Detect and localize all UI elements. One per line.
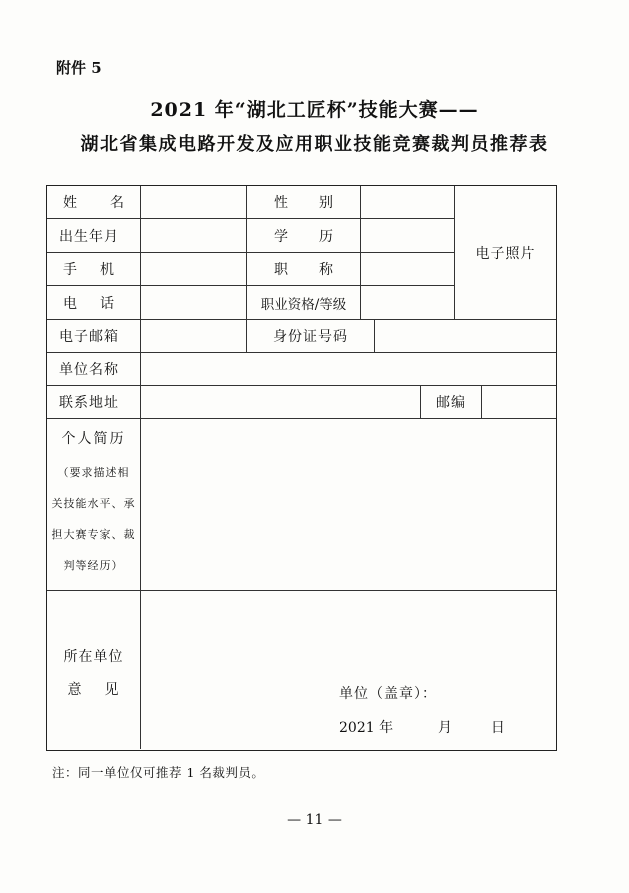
opinion-label-2: 意 见 — [67, 682, 120, 698]
email-label: 电子邮箱 — [59, 329, 119, 345]
birth-label: 出生年月 — [59, 228, 119, 245]
resume-note-line: 担大赛专家、裁 — [51, 528, 136, 541]
row-divider — [47, 590, 556, 591]
name-field[interactable] — [141, 187, 246, 218]
page-number: — 11 — — [287, 812, 342, 828]
opinion-label: 所在单位 — [63, 649, 124, 665]
company-label: 单位名称 — [59, 362, 119, 378]
page-title: 2021 年“湖北工匠杯”技能大赛—— — [150, 99, 479, 121]
date-year: 2021 年 — [339, 720, 394, 736]
mobile-field[interactable] — [141, 253, 246, 285]
attachment-label: 附件 5 — [56, 59, 102, 77]
phone-field[interactable] — [141, 286, 246, 319]
email-field[interactable] — [141, 320, 246, 352]
photo-placeholder[interactable]: 电子照片 — [475, 245, 536, 262]
education-label: 学 历 — [274, 228, 334, 245]
postcode-field[interactable] — [482, 386, 556, 418]
resume-note-line: 判等经历） — [63, 559, 124, 572]
date-day: 日 — [490, 720, 505, 736]
title-field[interactable] — [361, 253, 454, 285]
recommendation-form — [46, 185, 557, 751]
page-subtitle: 湖北省集成电路开发及应用职业技能竞赛裁判员推荐表 — [80, 134, 549, 155]
postcode-label: 邮编 — [436, 395, 466, 411]
seal-text: 单位（盖章）： — [339, 686, 437, 702]
resume-label: 个人简历 — [61, 431, 126, 447]
resume-field[interactable] — [141, 419, 556, 590]
address-field[interactable] — [141, 386, 420, 418]
name-label: 姓 名 — [63, 195, 125, 211]
address-label: 联系地址 — [59, 395, 119, 411]
date-month: 月 — [438, 720, 452, 736]
opinion-label-block — [47, 646, 140, 699]
date-line — [339, 717, 505, 737]
gender-field[interactable] — [361, 187, 454, 218]
education-field[interactable] — [361, 219, 454, 252]
qualification-label: 职业资格/等级 — [260, 296, 347, 313]
mobile-label: 手 机 — [63, 262, 115, 278]
resume-note-line: （要求描述相 — [57, 466, 130, 479]
resume-label-block — [47, 428, 140, 573]
title-label: 职 称 — [274, 262, 334, 278]
birth-field[interactable] — [141, 219, 246, 252]
resume-note-line: 关技能水平、承 — [51, 497, 136, 510]
gender-label: 性 别 — [274, 195, 334, 211]
id-number-label: 身份证号码 — [273, 329, 348, 345]
phone-label: 电 话 — [63, 295, 115, 312]
footnote: 注：同一单位仅可推荐 1 名裁判员。 — [52, 765, 265, 780]
id-number-field[interactable] — [375, 320, 556, 352]
company-field[interactable] — [141, 353, 556, 385]
qualification-field[interactable] — [361, 286, 454, 319]
